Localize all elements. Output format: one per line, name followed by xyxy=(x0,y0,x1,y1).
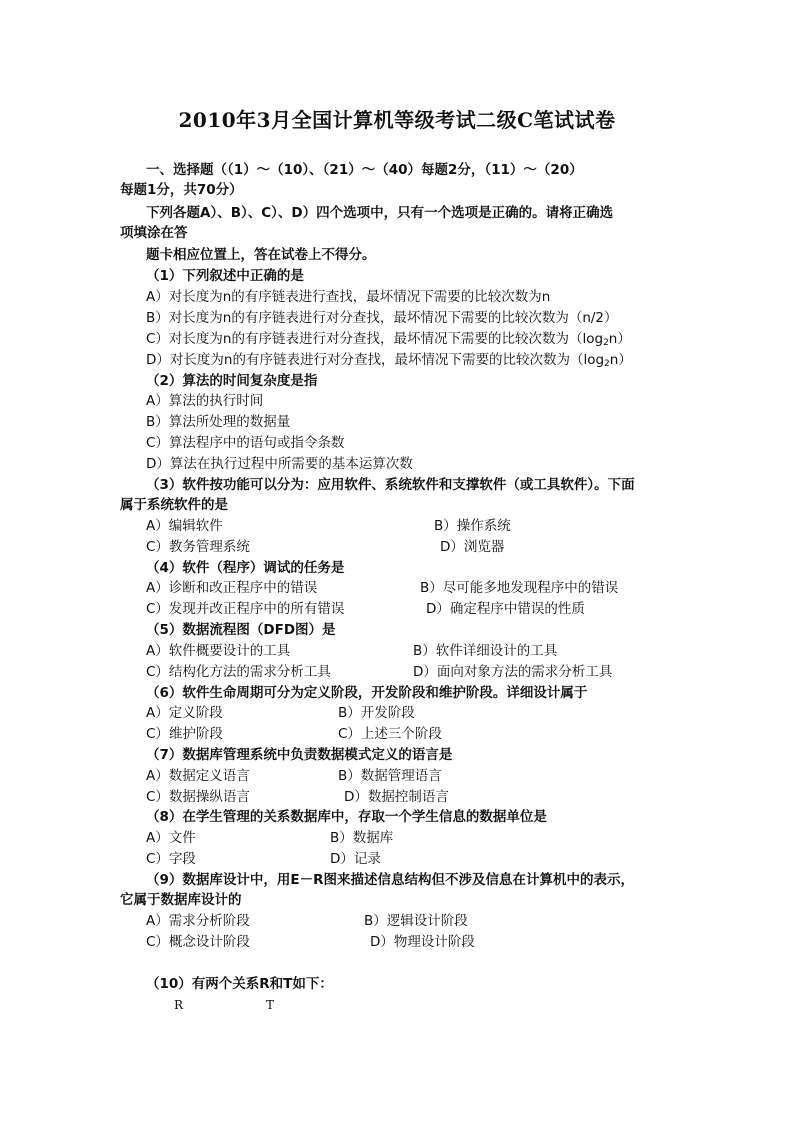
question-8: （8）在学生管理的关系数据库中，存取一个学生信息的数据单位是 xyxy=(146,809,547,825)
q2-option-a: A）算法的执行时间 xyxy=(146,393,264,409)
q6-option-d: C）上述三个阶段 xyxy=(338,726,442,742)
q8-option-a: A）文件 xyxy=(146,830,196,846)
question-3-cont: 属于系统软件的是 xyxy=(120,497,228,513)
q5-option-a: A）软件概要设计的工具 xyxy=(146,643,291,659)
question-6: （6）软件生命周期可分为定义阶段，开发阶段和维护阶段。详细设计属于 xyxy=(146,685,588,701)
question-2: （2）算法的时间复杂度是指 xyxy=(146,373,318,389)
question-3: （3）软件按功能可以分为：应用软件、系统软件和支撑软件（或工具软件）。下面 xyxy=(146,477,635,493)
question-7: （7）数据库管理系统中负责数据模式定义的语言是 xyxy=(146,747,453,763)
question-5: （5）数据流程图（DFD图）是 xyxy=(146,622,336,638)
q2-option-c: C）算法程序中的语句或指令条数 xyxy=(146,435,345,451)
q4-option-a: A）诊断和改正程序中的错误 xyxy=(146,580,318,596)
q3-option-b: B）操作系统 xyxy=(434,518,511,534)
page-title: 2010年3月全国计算机等级考试二级C笔试试卷 xyxy=(178,108,616,132)
question-4: （4）软件（程序）调试的任务是 xyxy=(146,560,345,576)
q8-option-d: D）记录 xyxy=(330,851,381,867)
q1-option-d: D）对长度为n的有序链表进行对分查找，最坏情况下需要的比较次数为$(\log_2n)$ xyxy=(146,352,632,369)
q8-option-b: B）数据库 xyxy=(330,830,394,846)
q7-option-b: B）数据管理语言 xyxy=(338,768,442,784)
q3-option-c: C）教务管理系统 xyxy=(146,539,250,555)
q5-option-b: B）软件详细设计的工具 xyxy=(413,643,558,659)
q9-option-d: D）物理设计阶段 xyxy=(370,934,475,950)
question-1: （1）下列叙述中正确的是 xyxy=(146,268,304,284)
section-heading-cont: 每题1分，共70分） xyxy=(120,182,243,198)
q1-option-a: A）对长度为n的有序链表进行查找，最坏情况下需要的比较次数为n xyxy=(146,289,551,305)
q3-option-a: A）编辑软件 xyxy=(146,518,223,534)
instruction-cont: 项填涂在答 xyxy=(120,225,188,241)
q5-option-c: C）结构化方法的需求分析工具 xyxy=(146,664,331,680)
question-10: （10）有两个关系R和T如下： xyxy=(146,976,333,992)
q7-option-c: C）数据操纵语言 xyxy=(146,789,250,805)
relation-t-label: T xyxy=(266,998,275,1012)
question-9: （9）数据库设计中，用E－R图来描述信息结构但不涉及信息在计算机中的表示， xyxy=(146,872,635,888)
q2-option-b: B）算法所处理的数据量 xyxy=(146,414,291,430)
q6-option-b: B）开发阶段 xyxy=(338,705,415,721)
q4-option-c: C）发现并改正程序中的所有错误 xyxy=(146,601,345,617)
q9-option-a: A）需求分析阶段 xyxy=(146,913,250,929)
q9-option-c: C）概念设计阶段 xyxy=(146,934,250,950)
q8-option-c: C）字段 xyxy=(146,851,196,867)
instruction-cont2: 题卡相应位置上，答在试卷上不得分。 xyxy=(146,247,376,263)
q1-option-c: C）对长度为n的有序链表进行对分查找，最坏情况下需要的比较次数为$(\log_2n)$ xyxy=(146,331,631,348)
relation-r-label: R xyxy=(174,998,184,1012)
q7-option-d: D）数据控制语言 xyxy=(344,789,449,805)
q3-option-d: D）浏览器 xyxy=(440,539,505,555)
q6-option-a: A）定义阶段 xyxy=(146,705,223,721)
question-9-cont: 它属于数据库设计的 xyxy=(120,892,242,908)
q6-option-c: C）维护阶段 xyxy=(146,726,223,742)
q2-option-d: D）算法在执行过程中所需要的基本运算次数 xyxy=(146,456,413,472)
q7-option-a: A）数据定义语言 xyxy=(146,768,250,784)
q9-option-b: B）逻辑设计阶段 xyxy=(364,913,468,929)
q1-option-b: B）对长度为n的有序链表进行对分查找，最坏情况下需要的比较次数为（n/2） xyxy=(146,310,618,326)
q4-option-b: B）尽可能多地发现程序中的错误 xyxy=(420,580,619,596)
instruction: 下列各题A）、B）、C）、D）四个选项中，只有一个选项是正确的。请将正确选 xyxy=(146,205,614,221)
q5-option-d: D）面向对象方法的需求分析工具 xyxy=(413,664,613,680)
section-heading: 一、选择题（（1）～（10）、（21）～（40）每题2分，（11）～（20） xyxy=(146,162,583,178)
q4-option-d: D）确定程序中错误的性质 xyxy=(426,601,585,617)
